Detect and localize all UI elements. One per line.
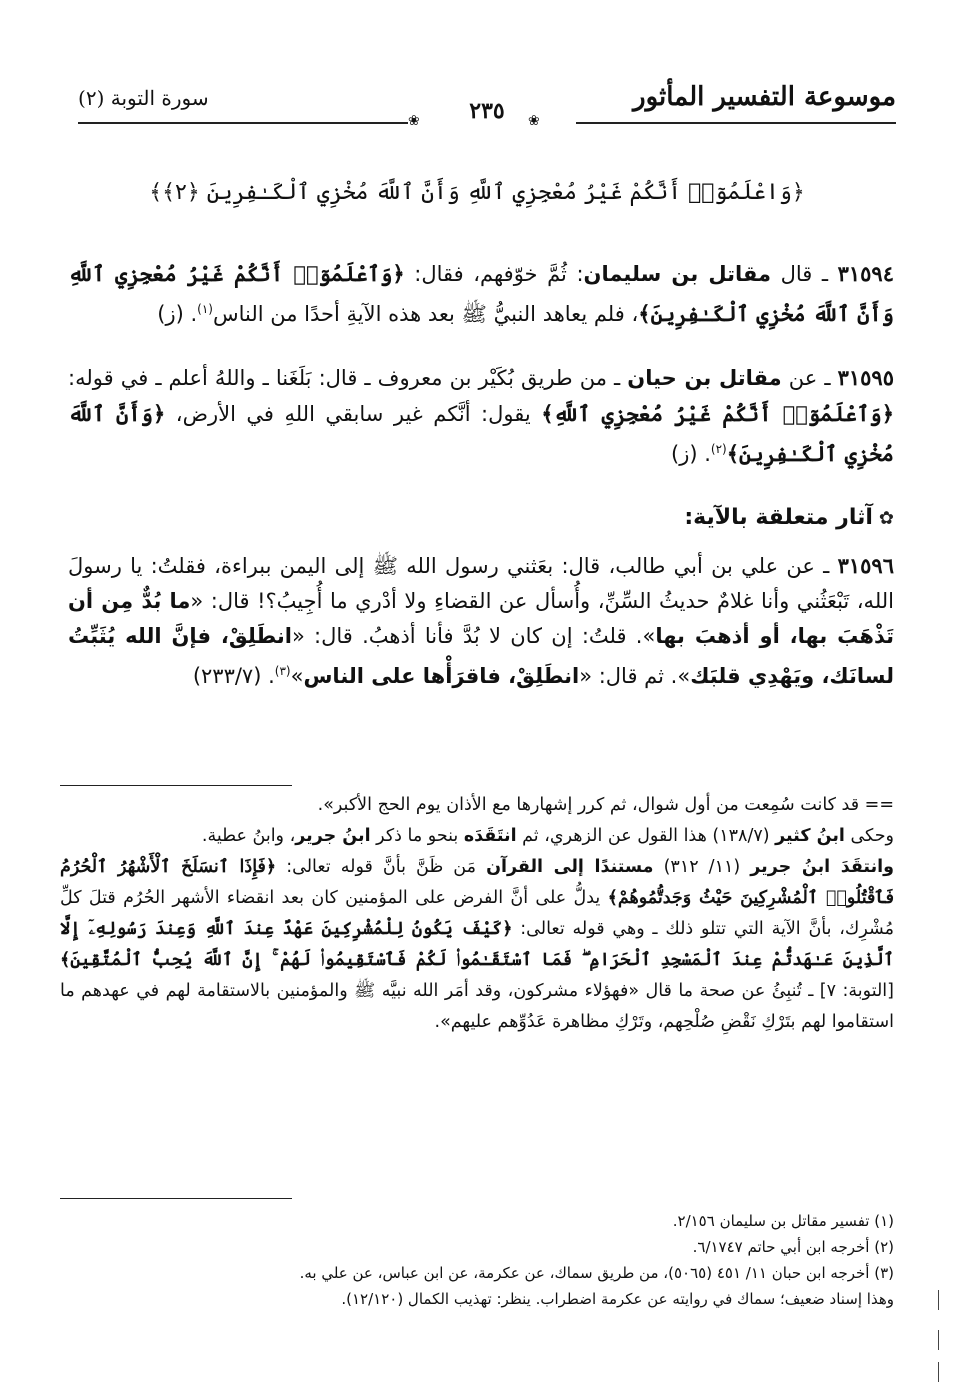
notes-separator [60, 785, 292, 786]
note-paragraph [60, 821, 894, 852]
narrator-name: مقاتل بن حيان [627, 366, 782, 390]
note-text: وحكى [844, 826, 894, 846]
scan-mark [938, 1362, 939, 1382]
hadith-quote: ما بُدٌّ مِن أن تَذْهَبَ بها، أو أذهبَ بها [68, 589, 894, 648]
entry-text: ـ من طريق بُكَيْر بن معروف ـ قال: بَلَغَنا ـ واللهُ أعلم ـ في قوله: [68, 366, 628, 390]
entry-text: ـ عن علي بن أبي طالب، قال: بعَثني رسول الله ﷺ إلى اليمن ببراءة، فقلتُ: يا رسولَ الله، تَبْعَثُني وأنا غلامٌ حديثُ السِّنِّ، وأُسأل عن القضاءِ ولا أدْري ما أُجِيبُ؟! قال: « [68, 554, 895, 613]
entry-text: ـ قال [771, 262, 838, 286]
note-text: (١١/ ٣١٢) [653, 857, 751, 877]
flower-icon: ✿ [878, 508, 894, 529]
note-emphasis: وانتقَدَ ابنُ جرير [750, 857, 895, 877]
quran-quote: ﴿وَٱعْلَمُوٓا۟ أَنَّكُمْ غَيْرُ مُعْجِزِي ٱللَّهِ وَأَنَّ ٱللَّهَ مُخْزِي ٱلْكَـٰفِرِينَ﴾ [68, 261, 894, 326]
note-line: == قد كانت سُمِعت من أول شوال، ثم كرر إشهارها مع الأذان يوم الحج الأكبر». [317, 795, 894, 815]
page-header [78, 82, 896, 132]
entry-31595 [68, 360, 894, 472]
footnote-ref: (٢) [710, 442, 727, 456]
entry-number: ٣١٥٩٤ [837, 261, 894, 286]
quran-verse: ﴿وَاعْلَمُوٓا۟ أَنَّكُمْ غَيْرُ مُعْجِزِي ٱللَّهِ وَأَنَّ ٱللَّهَ مُخْزِي ٱلْكَـٰفِرِينَ ﴿٢﴾﴾ [149, 180, 805, 205]
ornament-icon: ❀ [408, 113, 420, 129]
scholarly-notes [60, 790, 894, 1038]
note-text: مَن ظَنَّ بأنَّ قوله تعالى: [276, 857, 487, 877]
footnotes-separator [60, 1198, 292, 1199]
note-paragraph [60, 852, 894, 1038]
footnotes [60, 1208, 894, 1312]
entry-text: ». ثم قال: « [579, 664, 691, 688]
section-heading-text: آثار متعلقة بالآية: [684, 505, 873, 530]
entry-text: ». قلتُ: إن كان لا بُدَّ فأنا أذهبُ. قال: « [291, 624, 656, 648]
footnote: (١) تفسير مقاتل بن سليمان ٢/١٥٦. [672, 1212, 894, 1230]
footnote-ref: (٣) [274, 664, 291, 678]
narrator-name: مقاتل بن سليمان [583, 262, 772, 286]
entry-text: يقول: أنَّكم غير سابقي اللهِ في الأرض، [165, 402, 542, 426]
entry-number: ٣١٥٩٥ [837, 365, 894, 390]
entry-text: . (ز) [671, 442, 711, 466]
quran-quote: ﴿فَإِذَا ٱنسَلَخَ ٱلْأَشْهُرُ ٱلْحُرُمُ فَٱقْتُلُوا۟ ٱلْمُشْرِكِينَ حَيْثُ وَجَدتُّمُوهُمْ﴾ [60, 857, 894, 908]
book-title: موسوعة التفسير المأثور [633, 82, 896, 112]
scan-mark [938, 1290, 939, 1310]
note-text: بنحو ما ذكر [370, 826, 464, 846]
ornament-icon: ❀ [528, 113, 540, 129]
entry-31596 [68, 548, 894, 694]
header-rule-right [576, 122, 896, 124]
scholar-name: ابنُ كثير [775, 826, 845, 846]
scholar-name: ابنُ جرير [295, 826, 371, 846]
note-emphasis: انتَقَدَه [463, 826, 517, 846]
footnote-ref: (١) [197, 302, 213, 316]
note-emphasis: مستندًا إلى القرآن [486, 857, 654, 877]
entry-text: ـ عن [781, 366, 838, 390]
section-heading [684, 505, 894, 530]
entry-text: ، فلم يعاهد النبيُّ ﷺ بعد هذه الآيةِ أحدًا من الناس [212, 302, 639, 326]
footnote: وهذا إسناد ضعيف؛ سماك في روايته عن عكرمة اضطراب. ينظر: تهذيب الكمال (١٢/١٢٠). [341, 1290, 894, 1308]
note-text: ، وابنُ عطية. [201, 826, 296, 846]
quran-quote: ﴿كَيْفَ يَكُونُ لِلْمُشْرِكِينَ عَهْدٌ عِندَ ٱللَّهِ وَعِندَ رَسُولِهِۦٓ إِلَّا ٱلَّذِينَ عَـٰهَدتُّمْ عِندَ ٱلْمَسْجِدِ ٱلْحَرَامِ ۖ فَمَا ٱسْتَقَـٰمُوا۟ لَكُمْ فَٱسْتَقِيمُوا۟ لَهُمْ ۚ إِنَّ ٱللَّهَ يُحِبُّ ٱلْمُتَّقِينَ﴾ [60, 919, 894, 970]
note-text: (١٣٨/٧) هذا القول عن الزهري، ثم [516, 826, 776, 846]
entry-31594 [68, 256, 894, 332]
entry-text: . (٢٣٣/٧) [192, 664, 275, 688]
note-text: يدلُّ على أنَّ الفرض على المؤمنين كان بعد انقضاء الأشهر الحُرُم قتلَ كلِّ مُشْرِك، بأنَّ الآية التي تتلو ذلك ـ وهي قوله تعالى: [60, 888, 894, 939]
quran-quote: ﴿وَأَنَّ ٱللَّهَ مُخْزِي ٱلْكَـٰفِرِينَ﴾ [68, 401, 894, 466]
footnote: (٢) أخرجه ابن أبي حاتم ٦/١٧٤٧. [692, 1238, 894, 1256]
hadith-quote: انطَلِقْ، فإنَّ الله يُثَبِّتُ لسانَك، ويَهْدِي قلبَك [68, 624, 894, 688]
note-text: [التوبة: ٧] ـ تُنبِئُ عن صحة ما قال «فهؤلاء مشركون، وقد أمَر الله نبيَّه ﷺ والمؤمنين بالاستقامة لهم في عهدهم ما استقاموا لهم بتَرْكِ نَقْضِ صُلْحِهم، وتَرْكِ مظاهرة عَدُوِّهم عليهم». [60, 981, 894, 1032]
entry-text: . (ز) [157, 302, 198, 326]
footnote: (٣) أخرجه ابن حبان ١١/ ٤٥١ (٥٠٦٥)، من طريق سماك، عن عكرمة، عن ابن عباس، عن علي به. [299, 1264, 894, 1282]
scan-mark [938, 1330, 939, 1350]
header-rule-left [78, 122, 408, 124]
entry-text: : ثُمَّ خوّفهم، فقال: [404, 262, 584, 286]
entry-number: ٣١٥٩٦ [837, 553, 894, 578]
hadith-quote: انطَلِقْ، فاقرَأْها على الناس [303, 664, 580, 688]
surah-label: سورة التوبة (٢) [78, 86, 209, 110]
entry-text: » [290, 664, 304, 688]
quran-quote: ﴿وَٱعْلَمُوٓا۟ أَنَّكُمْ غَيْرُ مُعْجِزِي ٱللَّهِ﴾ [541, 401, 894, 426]
page-number: ٢٣٥ [469, 98, 505, 124]
